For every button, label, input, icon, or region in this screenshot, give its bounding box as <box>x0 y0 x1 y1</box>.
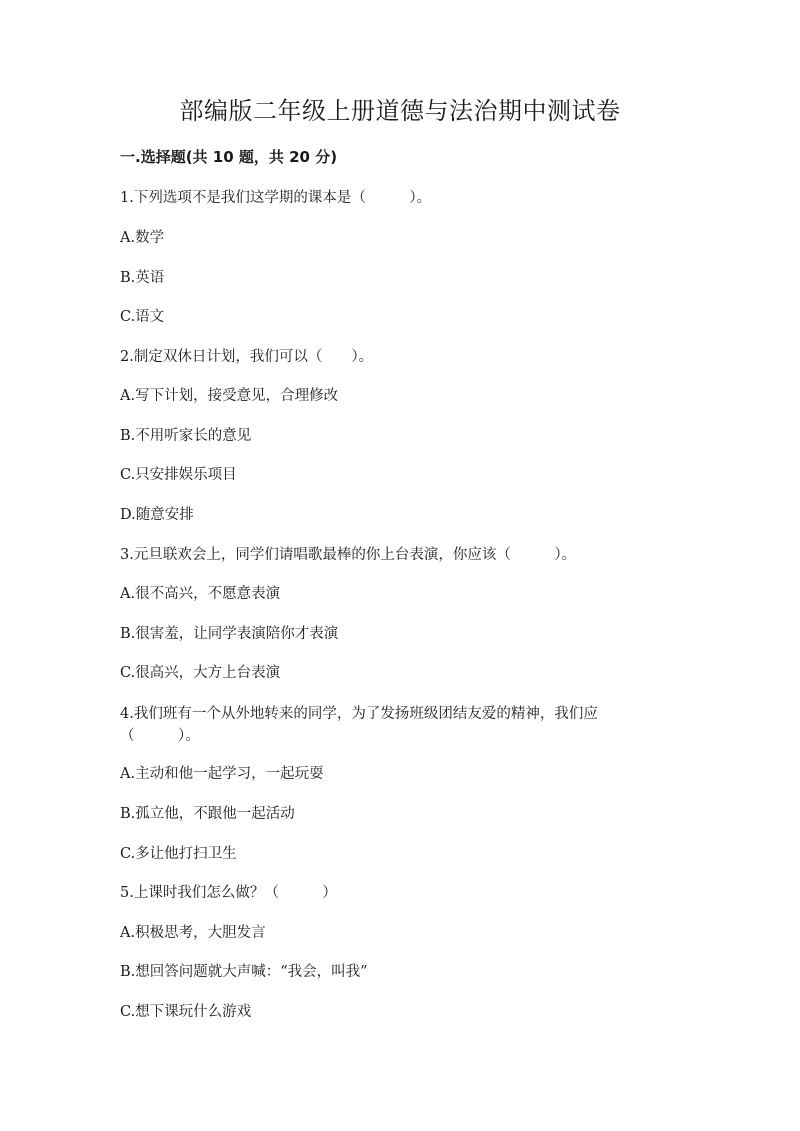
question-1-stem: 1.下列选项不是我们这学期的课本是（ ）。 <box>120 190 432 206</box>
question-3-option-a: A.很不高兴，不愿意表演 <box>120 586 281 602</box>
question-4-option-a: A.主动和他一起学习，一起玩耍 <box>120 766 324 782</box>
question-4-option-c: C.多让他打扫卫生 <box>120 846 237 862</box>
page-title: 部编版二年级上册道德与法治期中测试卷 <box>179 97 621 125</box>
question-2-option-d: D.随意安排 <box>120 507 194 523</box>
question-1-option-a: A.数学 <box>120 230 165 246</box>
question-2-option-a: A.写下计划，接受意见，合理修改 <box>120 388 339 404</box>
question-5-option-a: A.积极思考，大胆发言 <box>120 925 266 941</box>
question-3-option-c: C.很高兴，大方上台表演 <box>120 665 281 681</box>
question-4-option-b: B.孤立他，不跟他一起活动 <box>120 806 295 822</box>
question-3-option-b: B.很害羞，让同学表演陪你才表演 <box>120 626 339 642</box>
question-5-option-b: B.想回答问题就大声喊：“我会，叫我” <box>120 964 368 980</box>
question-1-option-b: B.英语 <box>120 270 165 286</box>
question-5-stem: 5.上课时我们怎么做？（ ） <box>120 885 337 901</box>
question-4-stem-line-2: （ ）。 <box>120 728 200 744</box>
section-heading: 一.选择题(共 10 题，共 20 分) <box>120 148 338 166</box>
question-1-option-c: C.语文 <box>120 309 165 325</box>
question-3-stem: 3.元旦联欢会上，同学们请唱歌最棒的你上台表演，你应该（ ）。 <box>120 547 577 563</box>
question-2-option-c: C.只安排娱乐项目 <box>120 467 237 483</box>
question-2-option-b: B.不用听家长的意见 <box>120 428 252 444</box>
question-5-option-c: C.想下课玩什么游戏 <box>120 1004 252 1020</box>
question-4-stem-line-1: 4.我们班有一个从外地转来的同学，为了发扬班级团结友爱的精神，我们应 <box>120 706 598 722</box>
question-2-stem: 2.制定双休日计划，我们可以（ ）。 <box>120 349 374 365</box>
